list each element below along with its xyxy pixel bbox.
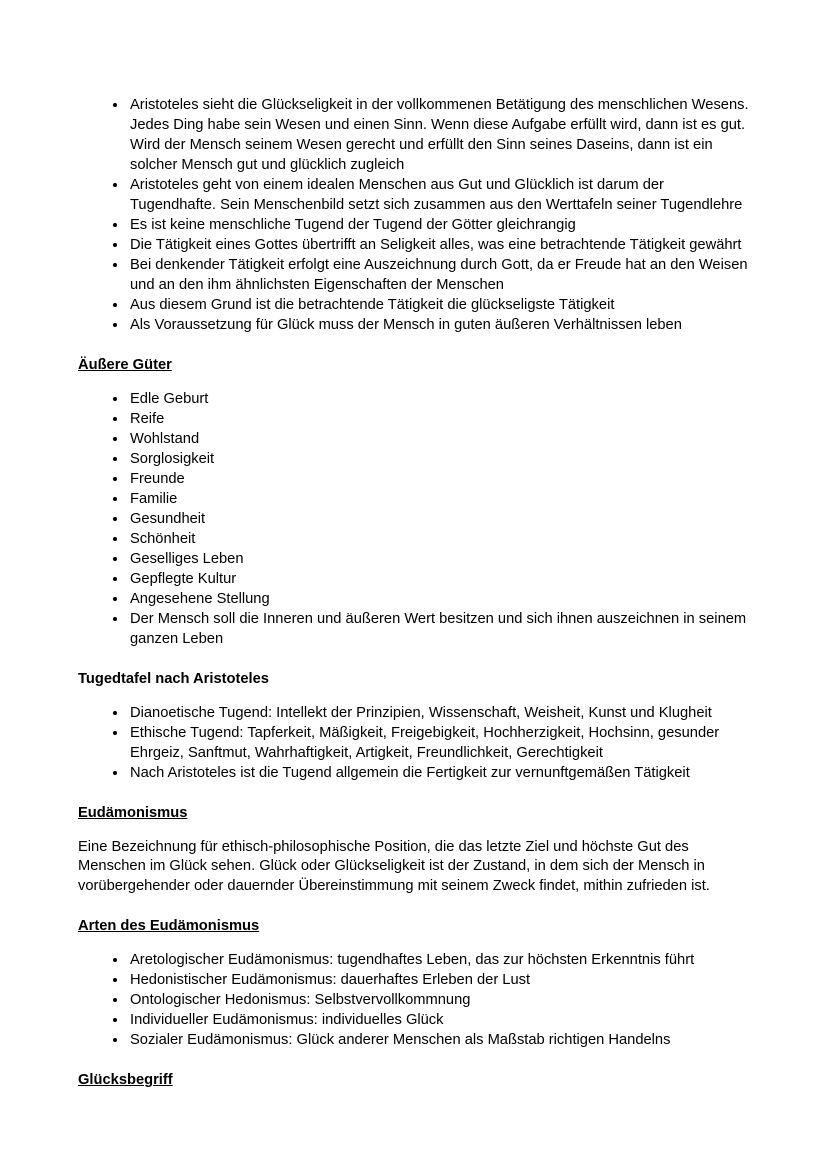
list-item: • Der Mensch soll die Inneren und äußeren Wert besitzen und sich ihnen auszeichnen in seinem ganzen Leben bbox=[128, 610, 750, 650]
list-item: • Gepflegte Kultur bbox=[128, 570, 750, 590]
intro-bullet-list bbox=[78, 96, 750, 336]
list-item: • Aus diesem Grund ist die betrachtende Tätigkeit die glückseligste Tätigkeit bbox=[128, 296, 750, 316]
list-item: • Reife bbox=[128, 410, 750, 430]
list-item: • Freunde bbox=[128, 470, 750, 490]
aeussere-gueter-list bbox=[78, 390, 750, 650]
list-item: • Schönheit bbox=[128, 530, 750, 550]
list-item: • Geselliges Leben bbox=[128, 550, 750, 570]
list-item: • Individueller Eudämonismus: individuelles Glück bbox=[128, 1011, 750, 1031]
list-item: • Edle Geburt bbox=[128, 390, 750, 410]
list-item: • Aristoteles sieht die Glückseligkeit in der vollkommenen Betätigung des menschlichen Wesens. Jedes Ding habe sein Wesen und einen Sinn. Wenn diese Aufgabe erfüllt wird, dann ist es gut. Wird der Mensch seinem Wesen gerecht und erfüllt den Sinn seines Daseins, dann ist ein solcher Mensch gut und glücklich zugleich bbox=[128, 96, 750, 176]
list-item: • Hedonistischer Eudämonismus: dauerhaftes Erleben der Lust bbox=[128, 971, 750, 991]
list-item: • Nach Aristoteles ist die Tugend allgemein die Fertigkeit zur vernunftgemäßen Tätigkeit bbox=[128, 764, 750, 784]
list-item: • Aretologischer Eudämonismus: tugendhaftes Leben, das zur höchsten Erkenntnis führt bbox=[128, 951, 750, 971]
heading-eudaemonismus: Eudämonismus bbox=[78, 804, 188, 821]
list-item: • Dianoetische Tugend: Intellekt der Prinzipien, Wissenschaft, Weisheit, Kunst und Klugheit bbox=[128, 704, 750, 724]
arten-list bbox=[78, 951, 750, 1051]
list-item: • Als Voraussetzung für Glück muss der Mensch in guten äußeren Verhältnissen leben bbox=[128, 316, 750, 336]
list-item: • Es ist keine menschliche Tugend der Tugend der Götter gleichrangig bbox=[128, 216, 750, 236]
heading-aeussere-gueter: Äußere Güter bbox=[78, 356, 172, 373]
list-item: • Sozialer Eudämonismus: Glück anderer Menschen als Maßstab richtigen Handelns bbox=[128, 1031, 750, 1051]
heading-tugendtafel: Tugedtafel nach Aristoteles bbox=[78, 670, 269, 687]
list-item: • Familie bbox=[128, 490, 750, 510]
list-item: • Sorglosigkeit bbox=[128, 450, 750, 470]
list-item: • Bei denkender Tätigkeit erfolgt eine Auszeichnung durch Gott, da er Freude hat an den Weisen und an den ihm ähnlichsten Eigenschaften der Menschen bbox=[128, 256, 750, 296]
list-item: • Gesundheit bbox=[128, 510, 750, 530]
list-item: • Aristoteles geht von einem idealen Menschen aus Gut und Glücklich ist darum der Tugendhafte. Sein Menschenbild setzt sich zusammen aus den Werttafeln seiner Tugendlehre bbox=[128, 176, 750, 216]
list-item: • Wohlstand bbox=[128, 430, 750, 450]
heading-gluecksbegriff: Glücksbegriff bbox=[78, 1072, 173, 1089]
heading-arten-des-eudaemonismus: Arten des Eudämonismus bbox=[78, 918, 260, 935]
list-item: • Ethische Tugend: Tapferkeit, Mäßigkeit, Freigebigkeit, Hochherzigkeit, Hochsinn, gesunder Ehrgeiz, Sanftmut, Wahrhaftigkeit, Artigkeit, Freundlichkeit, Gerechtigkeit bbox=[128, 724, 750, 764]
list-item: • Ontologischer Hedonismus: Selbstvervollkommnung bbox=[128, 991, 750, 1011]
eudaemonismus-paragraph: Eine Bezeichnung für ethisch-philosophische Position, die das letzte Ziel und höchste Gut des Menschen im Glück sehen. Glück oder Glückseligkeit ist der Zustand, in dem sich der Mensch in vorübergehender oder dauernder Übereinstimmung mit seinem Zweck findet, mithin zufrieden ist. bbox=[78, 838, 710, 895]
tugendtafel-list bbox=[78, 704, 750, 784]
list-item: • Die Tätigkeit eines Gottes übertrifft an Seligkeit alles, was eine betrachtende Tätigkeit gewährt bbox=[128, 236, 750, 256]
list-item: • Angesehene Stellung bbox=[128, 590, 750, 610]
